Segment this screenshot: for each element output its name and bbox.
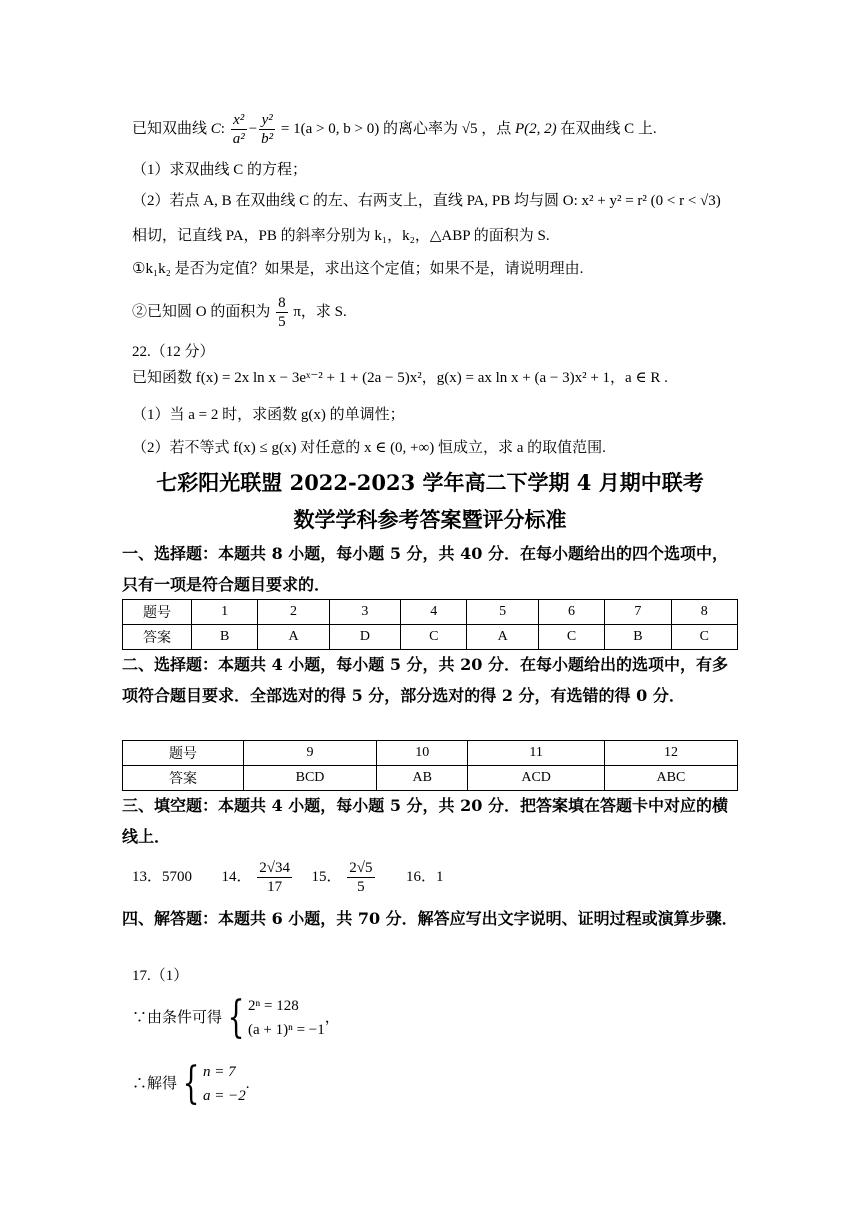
q2d-post: π，求 S. [293, 304, 347, 320]
table-row [123, 766, 738, 791]
intro-pre: 已知双曲线 [132, 121, 208, 137]
problem22-header: 22.（12 分） [132, 344, 215, 360]
table-cell: 1 [192, 600, 258, 625]
frac-den: 5 [278, 314, 286, 331]
table-cell: 答案 [123, 766, 244, 791]
table-cell: B [192, 625, 258, 650]
answer-15-label: 15． [311, 869, 342, 885]
left-brace-icon: { [227, 992, 245, 1043]
frac-num: x² [231, 111, 247, 130]
problem21-q2-c: ①k₁k₂ 是否为定值？如果是，求出这个定值；如果不是，请说明理由. [132, 261, 584, 277]
frac-den: 17 [267, 879, 283, 896]
equation-right: = 1(a > 0, b > 0) [280, 121, 380, 137]
table-cell: 11 [468, 741, 604, 766]
table-cell: D [329, 625, 400, 650]
point-p: P(2, 2) [514, 121, 557, 137]
table-cell: 5 [467, 600, 538, 625]
intro-end: 在双曲线 C 上. [560, 121, 657, 137]
sol17-result [132, 1060, 250, 1108]
frac-num: 2√5 [349, 860, 373, 877]
table-cell: 12 [604, 741, 737, 766]
table-cell: BCD [244, 766, 377, 791]
table-cell: C [401, 625, 467, 650]
fraction-y2-b2 [259, 111, 275, 148]
table-cell: 题号 [123, 600, 192, 625]
problem21-intro: 已知双曲线 C: $\frac{\text{x²}}{\text{a²}}$ − $\frac{\text{y²}}{\text{b²}}$ = 1(a > 0, b > 0) 的离心率为 √5 ，点 P(2, 2) 在双曲线 C 上. [132, 112, 657, 148]
equation-system [248, 994, 325, 1042]
answer-16: 16．1 [406, 869, 444, 885]
sol17-label: 17.（1） [132, 968, 189, 984]
answer-table-2 [122, 740, 738, 791]
frac-den: 5 [357, 879, 365, 896]
section3-heading: 三、填空题：本题共 4 小题，每小题 5 分，共 20 分．把答案填在答题卡中对应的横线上． [122, 796, 728, 846]
result-1: n = 7 [203, 1064, 236, 1080]
table-cell: 4 [401, 600, 467, 625]
table-cell: 3 [329, 600, 400, 625]
problem22-q2: （2）若不等式 f(x) ≤ g(x) 对任意的 x ∈ (0, +∞) 恒成立，求 a 的取值范围. [132, 440, 606, 456]
table-row [123, 625, 738, 650]
curve-name: C [210, 121, 221, 137]
equation-1: 2ⁿ = 128 [248, 998, 299, 1014]
table-row [123, 600, 738, 625]
frac-num: 2√34 [259, 860, 291, 877]
table-cell: C [538, 625, 604, 650]
section2-heading: 二、选择题：本题共 4 小题，每小题 5 分，共 20 分．在每小题给出的选项中，有多项符合题目要求．全部选对的得 5 分，部分选对的得 2 分，有选错的得 0 分． [122, 655, 728, 705]
frac-den: a² [232, 131, 245, 148]
section1-heading: 一、选择题：本题共 8 小题，每小题 5 分，共 40 分．在每小题给出的四个选项中，只有一项是符合题目要求的． [122, 544, 728, 594]
frac-num: 8 [278, 295, 286, 312]
table-cell: 7 [605, 600, 671, 625]
table-cell: A [467, 625, 538, 650]
table-cell: B [605, 625, 671, 650]
table-cell: 题号 [123, 741, 244, 766]
answer-15-fraction [347, 859, 374, 896]
table-cell: A [258, 625, 329, 650]
intro-mid: 的离心率为 [382, 121, 458, 137]
frac-num: y² [259, 111, 275, 130]
comma: ， [324, 1010, 340, 1026]
problem21-q2-a: （2）若点 A, B 在双曲线 C 的左、右两支上，直线 PA, PB 均与圆 O: x² + y² = r² (0 < r < √3) [132, 193, 721, 209]
table-cell: 答案 [123, 625, 192, 650]
table-row [123, 741, 738, 766]
problem21-q2-b: 相切，记直线 PA，PB 的斜率分别为 k₁，k₂，△ABP 的面积为 S. [132, 228, 550, 244]
table-cell: 9 [244, 741, 377, 766]
table-cell: ABC [604, 766, 737, 791]
fraction-8-5 [276, 294, 288, 331]
equation-2: (a + 1)ⁿ = −1 [248, 1022, 325, 1038]
frac-den: b² [261, 131, 274, 148]
problem22-q1: （1）当 a = 2 时，求函数 g(x) 的单调性； [132, 407, 405, 423]
left-brace-icon: { [182, 1058, 200, 1109]
result-system [203, 1060, 246, 1108]
table-cell: ACD [468, 766, 604, 791]
table-cell: 8 [671, 600, 737, 625]
intro-mid2: ，点 [481, 121, 512, 137]
problem21-q1: （1）求双曲线 C 的方程； [132, 162, 308, 178]
answer-key-subtitle: 数学学科参考答案暨评分标准 [293, 507, 567, 532]
result-2: a = −2 [203, 1088, 246, 1104]
table-cell: 10 [377, 741, 468, 766]
q2d-pre: ②已知圆 O 的面积为 [132, 304, 271, 320]
answer-key-title: 七彩阳光联盟 2022-2023 学年高二下学期 4 月期中联考 [156, 470, 704, 495]
table-cell: 2 [258, 600, 329, 625]
table-cell: AB [377, 766, 468, 791]
problem22-given: 已知函数 f(x) = 2x ln x − 3eˣ⁻² + 1 + (2a − 5)x²，g(x) = ax ln x + (a − 3)x² + 1，a ∈ R . [132, 370, 668, 386]
fill-in-answers [132, 852, 444, 902]
table-cell: 6 [538, 600, 604, 625]
answer-table-1 [122, 599, 738, 650]
therefore-text: ∴解得 [132, 1076, 178, 1092]
because-text: ∵由条件可得 [132, 1010, 223, 1026]
sol17-condition [132, 994, 340, 1042]
eccentricity: √5 [461, 121, 478, 137]
answer-14-label: 14． [221, 869, 252, 885]
answer-14-fraction [257, 859, 292, 896]
problem21-q2-d [132, 290, 347, 334]
section4-heading: 四、解答题：本题共 6 小题，共 70 分．解答应写出文字说明、证明过程或演算步骤． [122, 909, 738, 928]
answer-13: 13．5700 [132, 869, 193, 885]
fraction-x2-a2 [231, 111, 247, 148]
period: . [245, 1076, 250, 1092]
table-cell: C [671, 625, 737, 650]
